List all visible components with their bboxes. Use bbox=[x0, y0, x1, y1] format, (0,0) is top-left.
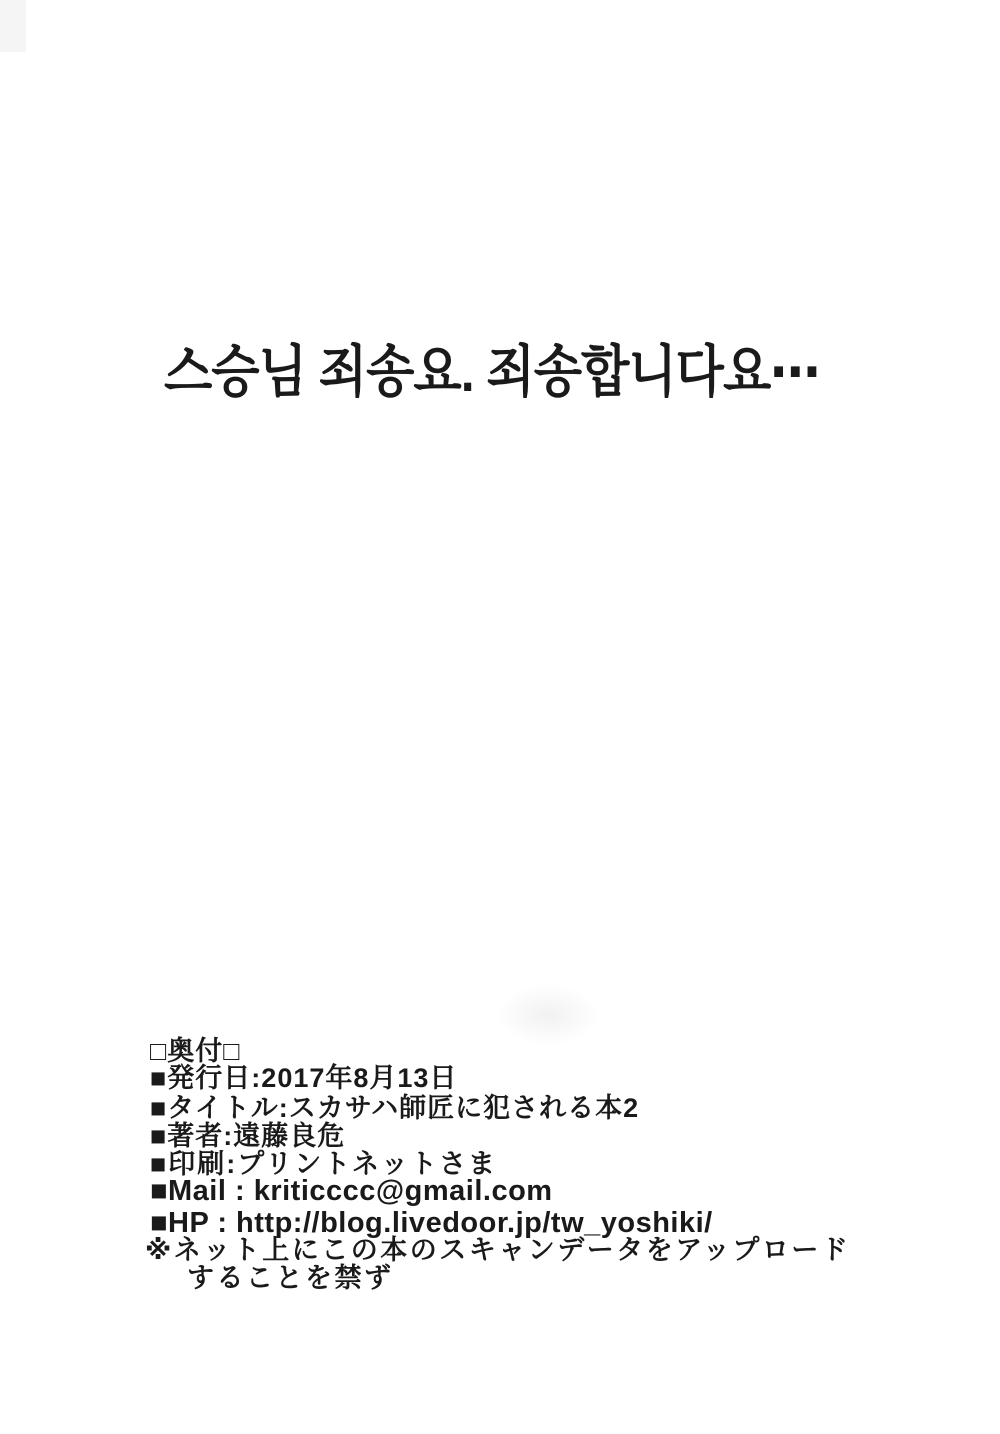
book-title-line: ■タイトル:スカサハ師匠に犯される本2 bbox=[150, 1093, 640, 1123]
homepage-line: ■HP : http://blog.livedoor.jp/tw_yoshiki/ bbox=[150, 1207, 713, 1239]
scan-artifact-smudge bbox=[498, 985, 598, 1045]
scan-warning-line-2: することを禁ず bbox=[187, 1263, 394, 1293]
publish-date-line: ■発行日:2017年8月13日 bbox=[150, 1063, 458, 1093]
colophon-block bbox=[145, 1036, 930, 1348]
colophon-heading: □奥付□ bbox=[150, 1036, 241, 1066]
scan-warning-line-1: ※ネット上にこの本のスキャンデータをアップロード bbox=[145, 1235, 851, 1265]
author-line: ■著者:遠藤良危 bbox=[150, 1121, 346, 1151]
korean-headline: 스승님 죄송요. 죄송합니다요⋯ bbox=[164, 340, 820, 404]
scan-artifact-corner bbox=[0, 0, 26, 52]
mail-line: ■Mail : kriticccc@gmail.com bbox=[150, 1175, 553, 1207]
printer-line: ■印刷:プリントネットさま bbox=[150, 1149, 497, 1179]
